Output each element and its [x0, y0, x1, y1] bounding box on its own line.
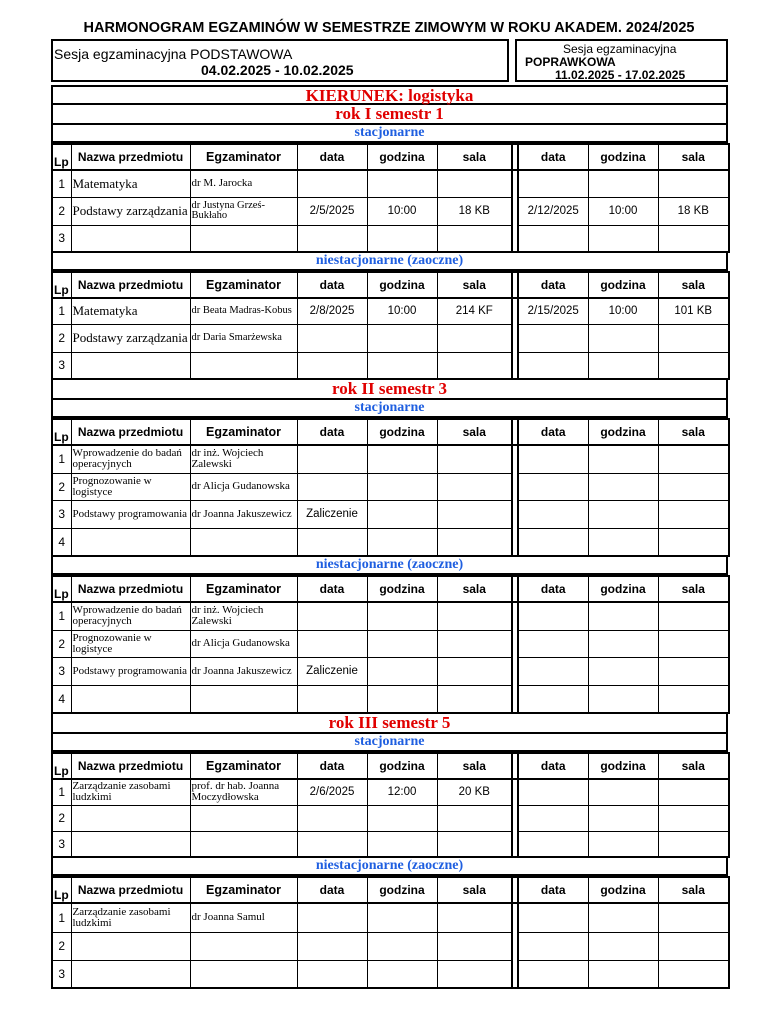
room-cell [437, 685, 512, 713]
mode-heading-niestacjonarne: niestacjonarne (zaoczne) [51, 253, 728, 271]
row-lp: 2 [52, 630, 71, 657]
retake-date-cell [518, 831, 588, 857]
retake-date-cell [518, 932, 588, 960]
table-row [52, 932, 729, 960]
retake-time-cell [588, 445, 658, 473]
retake-room-cell [658, 445, 729, 473]
examiner-cell: prof. dr hab. Joanna Moczydłowska [190, 779, 297, 805]
retake-room-cell [658, 805, 729, 831]
retake-date-cell [518, 324, 588, 352]
subject-cell: Matematyka [71, 170, 190, 197]
examiner-cell: dr inż. Wojciech Zalewski [190, 602, 297, 630]
header-retake-date: data [518, 272, 588, 298]
table-row [52, 500, 729, 528]
retake-date-cell: 2/12/2025 [518, 197, 588, 225]
row-lp: 3 [52, 352, 71, 379]
schedule-sheet [51, 39, 728, 989]
retake-session-label: Sesja egzaminacyjna [563, 42, 677, 56]
table-row [52, 657, 729, 685]
retake-time-cell [588, 528, 658, 556]
year-heading: rok I semestr 1 [51, 105, 728, 125]
retake-session-box [515, 39, 728, 82]
year-heading: rok II semestr 3 [51, 380, 728, 400]
date-cell [297, 528, 367, 556]
header-room: sala [437, 419, 512, 445]
time-cell [367, 685, 437, 713]
row-lp: 1 [52, 602, 71, 630]
examiner-cell: dr Daria Smarżewska [190, 324, 297, 352]
kierunek-heading: KIERUNEK: logistyka [51, 85, 728, 105]
retake-time-cell [588, 685, 658, 713]
header-lp: Lp [52, 144, 71, 170]
date-cell [297, 170, 367, 197]
header-date: data [297, 753, 367, 779]
examiner-cell: dr Alicja Gudanowska [190, 630, 297, 657]
retake-date-cell [518, 903, 588, 932]
row-lp: 1 [52, 170, 71, 197]
retake-time-cell [588, 960, 658, 988]
room-cell [437, 352, 512, 379]
subject-cell: Zarządzanie zasobami ludzkimi [71, 903, 190, 932]
time-cell [367, 831, 437, 857]
date-cell [297, 831, 367, 857]
room-cell: 20 KB [437, 779, 512, 805]
subject-cell [71, 960, 190, 988]
retake-room-cell [658, 324, 729, 352]
room-cell [437, 473, 512, 500]
retake-room-cell [658, 500, 729, 528]
time-cell [367, 528, 437, 556]
retake-room-cell [658, 528, 729, 556]
row-lp: 1 [52, 779, 71, 805]
exam-table [51, 752, 730, 858]
retake-room-cell [658, 657, 729, 685]
retake-time-cell [588, 903, 658, 932]
examiner-cell: dr M. Jarocka [190, 170, 297, 197]
room-cell [437, 602, 512, 630]
table-row [52, 352, 729, 379]
room-cell [437, 630, 512, 657]
header-retake-time: godzina [588, 419, 658, 445]
retake-room-cell [658, 903, 729, 932]
header-examiner: Egzaminator [190, 144, 297, 170]
row-lp: 4 [52, 685, 71, 713]
date-cell: 2/5/2025 [297, 197, 367, 225]
exam-table [51, 143, 730, 253]
row-lp: 3 [52, 657, 71, 685]
table-row [52, 630, 729, 657]
header-retake-time: godzina [588, 144, 658, 170]
room-cell [437, 500, 512, 528]
room-cell [437, 805, 512, 831]
date-cell [297, 932, 367, 960]
row-lp: 3 [52, 831, 71, 857]
date-cell [297, 685, 367, 713]
date-cell [297, 805, 367, 831]
time-cell [367, 805, 437, 831]
retake-room-cell [658, 225, 729, 252]
header-room: sala [437, 877, 512, 903]
room-cell [437, 932, 512, 960]
retake-room-cell [658, 602, 729, 630]
retake-date-cell [518, 805, 588, 831]
subject-cell: Podstawy zarządzania [71, 324, 190, 352]
room-cell [437, 445, 512, 473]
exam-table [51, 418, 730, 557]
retake-time-cell [588, 831, 658, 857]
time-cell [367, 903, 437, 932]
room-cell [437, 903, 512, 932]
table-row [52, 602, 729, 630]
table-header-row [52, 419, 729, 445]
retake-room-cell [658, 932, 729, 960]
retake-date-cell [518, 779, 588, 805]
time-cell: 10:00 [367, 197, 437, 225]
date-cell: 2/8/2025 [297, 298, 367, 324]
header-retake-time: godzina [588, 877, 658, 903]
examiner-cell [190, 960, 297, 988]
retake-room-cell [658, 779, 729, 805]
retake-date-cell [518, 352, 588, 379]
header-room: sala [437, 576, 512, 602]
mode-heading-niestacjonarne: niestacjonarne (zaoczne) [51, 557, 728, 575]
main-session-label: Sesja egzaminacyjna PODSTAWOWA [54, 46, 293, 62]
main-session-box [51, 39, 509, 82]
table-row [52, 903, 729, 932]
retake-date-cell [518, 473, 588, 500]
examiner-cell: dr Joanna Samul [190, 903, 297, 932]
table-row [52, 685, 729, 713]
date-cell [297, 324, 367, 352]
retake-time-cell [588, 225, 658, 252]
time-cell [367, 445, 437, 473]
examiner-cell: dr Beata Madras-Kobus [190, 298, 297, 324]
header-subject: Nazwa przedmiotu [71, 272, 190, 298]
subject-cell [71, 528, 190, 556]
row-lp: 4 [52, 528, 71, 556]
room-cell [437, 324, 512, 352]
mode-heading-stacjonarne: stacjonarne [51, 734, 728, 752]
subject-cell: Matematyka [71, 298, 190, 324]
retake-time-cell [588, 932, 658, 960]
retake-date-cell [518, 445, 588, 473]
room-cell [437, 170, 512, 197]
retake-date-cell [518, 170, 588, 197]
header-time: godzina [367, 144, 437, 170]
header-lp: Lp [52, 576, 71, 602]
retake-time-cell [588, 170, 658, 197]
room-cell [437, 831, 512, 857]
header-retake-time: godzina [588, 753, 658, 779]
header-time: godzina [367, 272, 437, 298]
header-examiner: Egzaminator [190, 576, 297, 602]
header-retake-room: sala [658, 753, 729, 779]
subject-cell [71, 225, 190, 252]
examiner-cell [190, 225, 297, 252]
exam-table [51, 575, 730, 714]
date-cell [297, 473, 367, 500]
examiner-cell [190, 352, 297, 379]
header-date: data [297, 272, 367, 298]
date-cell: Zaliczenie [297, 657, 367, 685]
date-cell [297, 225, 367, 252]
subject-cell: Prognozowanie w logistyce [71, 630, 190, 657]
time-cell [367, 960, 437, 988]
main-session-dates: 04.02.2025 - 10.02.2025 [201, 62, 354, 78]
time-cell [367, 324, 437, 352]
header-date: data [297, 576, 367, 602]
row-lp: 2 [52, 324, 71, 352]
header-subject: Nazwa przedmiotu [71, 753, 190, 779]
retake-room-cell [658, 831, 729, 857]
retake-time-cell [588, 805, 658, 831]
examiner-cell [190, 831, 297, 857]
subject-cell [71, 932, 190, 960]
header-lp: Lp [52, 877, 71, 903]
retake-date-cell [518, 685, 588, 713]
examiner-cell: dr inż. Wojciech Zalewski [190, 445, 297, 473]
time-cell [367, 170, 437, 197]
table-header-row [52, 877, 729, 903]
header-lp: Lp [52, 419, 71, 445]
retake-time-cell [588, 602, 658, 630]
table-row [52, 298, 729, 324]
table-row [52, 197, 729, 225]
exam-table [51, 271, 730, 380]
header-retake-room: sala [658, 877, 729, 903]
mode-heading-niestacjonarne: niestacjonarne (zaoczne) [51, 858, 728, 876]
time-cell [367, 225, 437, 252]
date-cell: Zaliczenie [297, 500, 367, 528]
row-lp: 2 [52, 805, 71, 831]
row-lp: 3 [52, 500, 71, 528]
time-cell: 12:00 [367, 779, 437, 805]
table-row [52, 473, 729, 500]
year-heading: rok III semestr 5 [51, 714, 728, 734]
header-subject: Nazwa przedmiotu [71, 144, 190, 170]
table-row [52, 805, 729, 831]
room-cell [437, 225, 512, 252]
header-date: data [297, 144, 367, 170]
retake-date-cell: 2/15/2025 [518, 298, 588, 324]
time-cell [367, 630, 437, 657]
date-cell [297, 445, 367, 473]
retake-time-cell [588, 473, 658, 500]
time-cell [367, 932, 437, 960]
header-retake-date: data [518, 144, 588, 170]
row-lp: 1 [52, 445, 71, 473]
table-header-row [52, 272, 729, 298]
retake-room-cell [658, 685, 729, 713]
time-cell [367, 352, 437, 379]
time-cell: 10:00 [367, 298, 437, 324]
room-cell [437, 960, 512, 988]
table-header-row [52, 144, 729, 170]
header-retake-date: data [518, 753, 588, 779]
row-lp: 3 [52, 960, 71, 988]
room-cell: 18 KB [437, 197, 512, 225]
header-examiner: Egzaminator [190, 877, 297, 903]
retake-time-cell [588, 630, 658, 657]
examiner-cell: dr Joanna Jakuszewicz [190, 500, 297, 528]
row-lp: 1 [52, 903, 71, 932]
examiner-cell [190, 805, 297, 831]
header-room: sala [437, 753, 512, 779]
retake-date-cell [518, 528, 588, 556]
header-time: godzina [367, 419, 437, 445]
mode-heading-stacjonarne: stacjonarne [51, 400, 728, 418]
row-lp: 2 [52, 473, 71, 500]
header-retake-room: sala [658, 419, 729, 445]
subject-cell [71, 805, 190, 831]
retake-time-cell: 10:00 [588, 298, 658, 324]
table-row [52, 445, 729, 473]
header-time: godzina [367, 877, 437, 903]
header-retake-date: data [518, 576, 588, 602]
header-date: data [297, 877, 367, 903]
subject-cell: Podstawy programowania [71, 500, 190, 528]
header-room: sala [437, 144, 512, 170]
retake-room-cell [658, 960, 729, 988]
date-cell [297, 630, 367, 657]
document-title: HARMONOGRAM EGZAMINÓW W SEMESTRZE ZIMOWYM W ROKU AKADEM. 2024/2025 [83, 20, 695, 36]
table-row [52, 225, 729, 252]
subject-cell [71, 831, 190, 857]
date-cell [297, 352, 367, 379]
time-cell [367, 602, 437, 630]
retake-time-cell [588, 779, 658, 805]
table-header-row [52, 576, 729, 602]
retake-room-cell [658, 473, 729, 500]
subject-cell: Podstawy zarządzania [71, 197, 190, 225]
retake-date-cell [518, 960, 588, 988]
retake-room-cell [658, 170, 729, 197]
table-header-row [52, 753, 729, 779]
header-subject: Nazwa przedmiotu [71, 576, 190, 602]
date-cell [297, 602, 367, 630]
header-time: godzina [367, 576, 437, 602]
room-cell [437, 528, 512, 556]
header-date: data [297, 419, 367, 445]
header-lp: Lp [52, 272, 71, 298]
table-row [52, 170, 729, 197]
subject-cell: Prognozowanie w logistyce [71, 473, 190, 500]
retake-date-cell [518, 500, 588, 528]
examiner-cell: dr Joanna Jakuszewicz [190, 657, 297, 685]
retake-time-cell [588, 324, 658, 352]
table-row [52, 831, 729, 857]
retake-room-cell: 101 KB [658, 298, 729, 324]
retake-time-cell [588, 500, 658, 528]
years-container [51, 105, 728, 989]
time-cell [367, 657, 437, 685]
header-retake-room: sala [658, 144, 729, 170]
header-retake-room: sala [658, 576, 729, 602]
session-header [51, 39, 728, 85]
header-examiner: Egzaminator [190, 753, 297, 779]
room-cell: 214 KF [437, 298, 512, 324]
header-subject: Nazwa przedmiotu [71, 419, 190, 445]
retake-date-cell [518, 657, 588, 685]
retake-date-cell [518, 630, 588, 657]
retake-time-cell: 10:00 [588, 197, 658, 225]
retake-time-cell [588, 352, 658, 379]
time-cell [367, 473, 437, 500]
header-subject: Nazwa przedmiotu [71, 877, 190, 903]
mode-heading-stacjonarne: stacjonarne [51, 125, 728, 143]
subject-cell: Zarządzanie zasobami ludzkimi [71, 779, 190, 805]
header-examiner: Egzaminator [190, 272, 297, 298]
date-cell: 2/6/2025 [297, 779, 367, 805]
row-lp: 3 [52, 225, 71, 252]
table-row [52, 960, 729, 988]
header-lp: Lp [52, 753, 71, 779]
table-row [52, 324, 729, 352]
header-retake-date: data [518, 419, 588, 445]
retake-room-cell [658, 352, 729, 379]
header-retake-time: godzina [588, 576, 658, 602]
examiner-cell [190, 685, 297, 713]
retake-date-cell [518, 602, 588, 630]
subject-cell [71, 685, 190, 713]
header-retake-room: sala [658, 272, 729, 298]
subject-cell: Wprowadzenie do badań operacyjnych [71, 602, 190, 630]
row-lp: 1 [52, 298, 71, 324]
header-examiner: Egzaminator [190, 419, 297, 445]
date-cell [297, 903, 367, 932]
time-cell [367, 500, 437, 528]
subject-cell: Podstawy programowania [71, 657, 190, 685]
table-row [52, 779, 729, 805]
header-time: godzina [367, 753, 437, 779]
examiner-cell [190, 932, 297, 960]
retake-session-dates: 11.02.2025 - 17.02.2025 [555, 68, 686, 82]
exam-table [51, 876, 730, 989]
retake-date-cell [518, 225, 588, 252]
header-retake-time: godzina [588, 272, 658, 298]
row-lp: 2 [52, 197, 71, 225]
retake-session-type: POPRAWKOWA [525, 55, 616, 69]
row-lp: 2 [52, 932, 71, 960]
examiner-cell [190, 528, 297, 556]
retake-time-cell [588, 657, 658, 685]
subject-cell [71, 352, 190, 379]
header-retake-date: data [518, 877, 588, 903]
subject-cell: Wprowadzenie do badań operacyjnych [71, 445, 190, 473]
examiner-cell: dr Alicja Gudanowska [190, 473, 297, 500]
retake-room-cell: 18 KB [658, 197, 729, 225]
header-room: sala [437, 272, 512, 298]
room-cell [437, 657, 512, 685]
examiner-cell: dr Justyna Grześ-Bukłaho [190, 197, 297, 225]
table-row [52, 528, 729, 556]
date-cell [297, 960, 367, 988]
retake-room-cell [658, 630, 729, 657]
